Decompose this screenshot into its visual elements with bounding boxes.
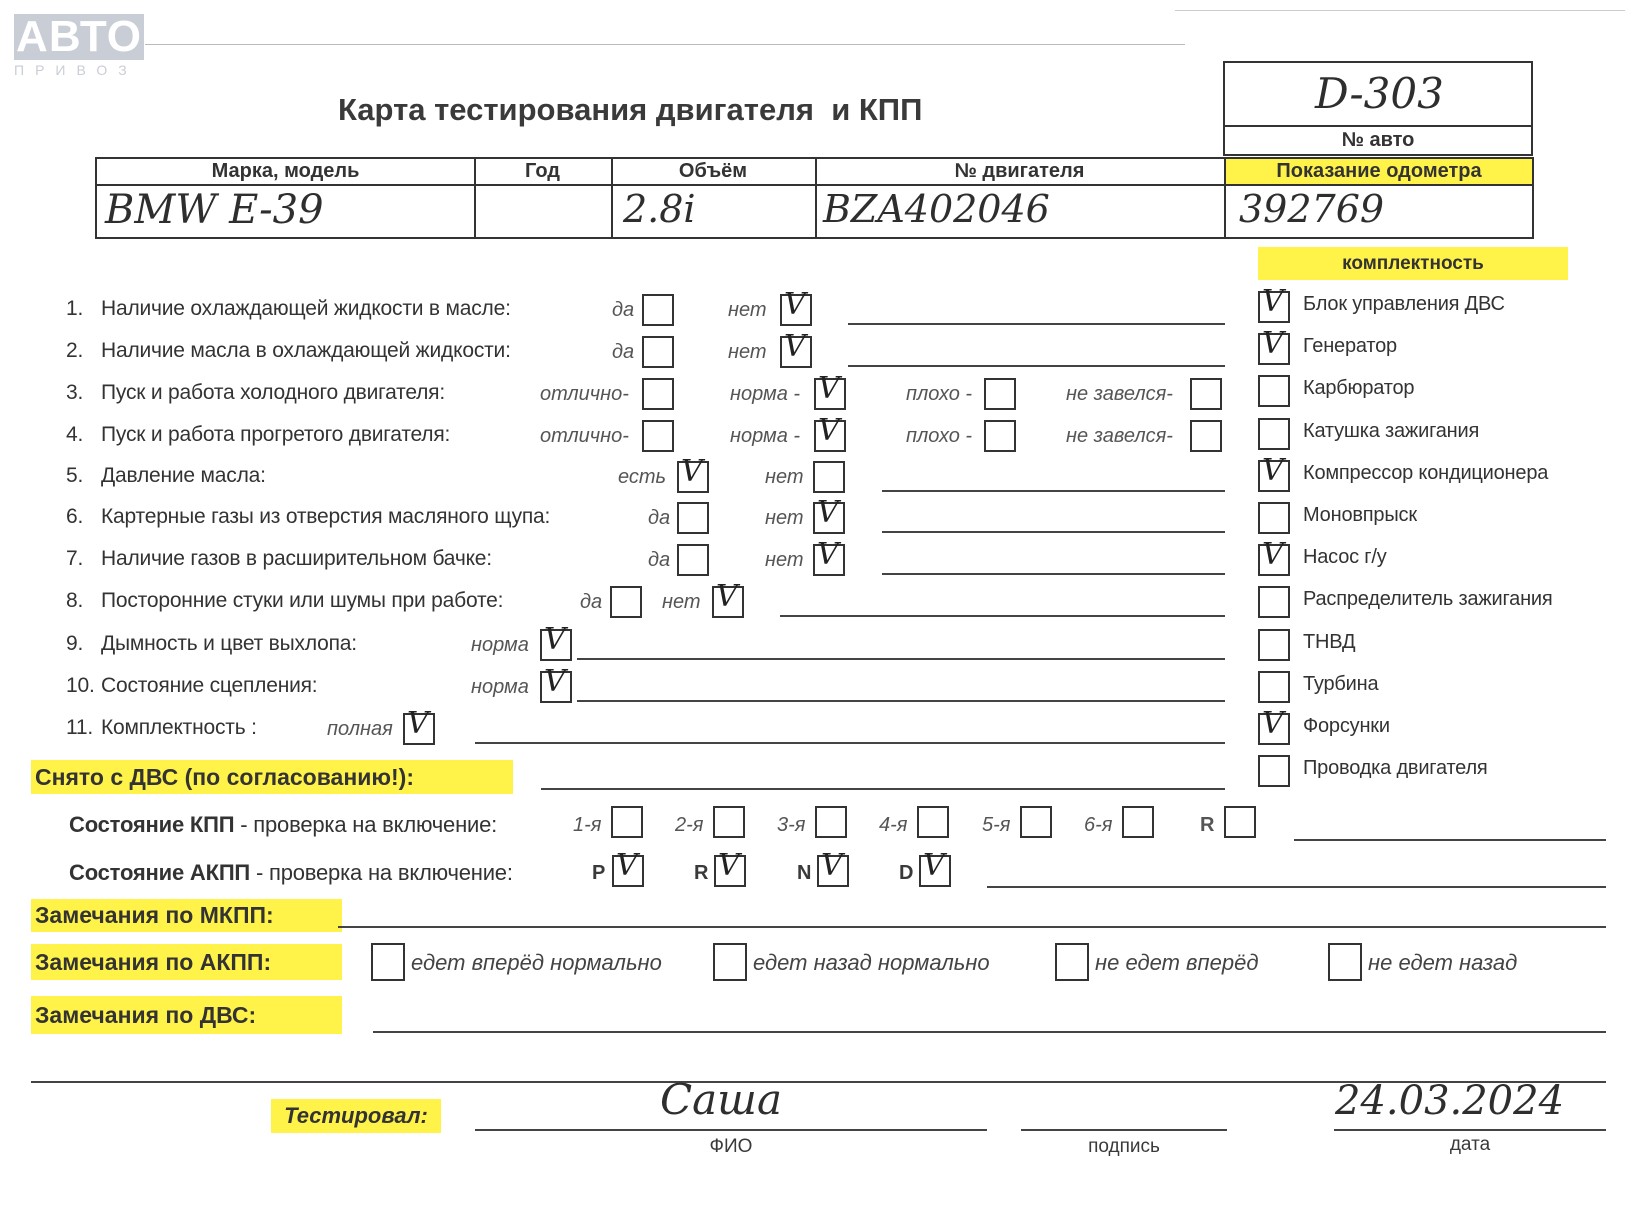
option-label: отлично- — [540, 425, 629, 447]
row-question: Пуск и работа холодного двигателя: — [101, 381, 445, 404]
option-label: нет — [728, 341, 767, 363]
check-mark: V — [681, 454, 703, 489]
gear-label: 6-я — [1084, 814, 1113, 836]
row-number: 4. — [66, 423, 84, 446]
date-value: 24.03.2024 — [1335, 1078, 1565, 1124]
akpp-remark-label: не едет назад — [1368, 950, 1518, 975]
check-mark: V — [817, 537, 839, 572]
tested-label: Тестировал: — [271, 1099, 441, 1133]
completeness-item: ТНВД — [1303, 630, 1356, 653]
logo-sub: ПРИВОЗ — [14, 62, 138, 78]
row-question: Давление масла: — [101, 464, 266, 487]
gear-label: 1-я — [573, 814, 602, 836]
completeness-item: Катушка зажигания — [1303, 419, 1480, 442]
completeness-item: Форсунки — [1303, 715, 1390, 737]
car-number-label: № авто — [1341, 129, 1415, 151]
check-mark: V — [821, 848, 843, 883]
gear-label: P — [592, 862, 606, 884]
col-year: Год — [525, 160, 560, 182]
option-label: полная — [327, 718, 393, 740]
akpp-label: Состояние АКПП - проверка на включение: — [69, 860, 513, 885]
row-number: 8. — [66, 589, 84, 612]
header-table — [95, 157, 1534, 239]
check-mark: V — [1262, 537, 1284, 573]
check-mark: V — [923, 848, 945, 883]
gear-label: D — [899, 862, 914, 884]
option-label: не завелся- — [1066, 425, 1173, 447]
kpp-label: Состояние КПП - проверка на включение: — [69, 812, 498, 837]
option-label: отлично- — [540, 383, 629, 405]
completeness-item: Проводка двигателя — [1303, 757, 1488, 780]
logo-brand: АВТО — [14, 14, 144, 60]
check-mark: V — [784, 329, 806, 364]
row-question: Наличие охлаждающей жидкости в масле: — [101, 297, 511, 320]
option-label: нет — [728, 299, 767, 321]
completeness-checkbox[interactable] — [1258, 502, 1290, 534]
option-label: да — [612, 299, 635, 321]
check-mark: V — [1262, 452, 1284, 488]
completeness-checkbox[interactable] — [1258, 375, 1290, 407]
col-engine-number: № двигателя — [954, 160, 1085, 182]
option-label: нет — [765, 507, 804, 529]
row-question: Пуск и работа прогретого двигателя: — [101, 423, 451, 446]
check-mark: V — [616, 848, 638, 883]
akpp-remark-checkbox[interactable] — [1055, 943, 1089, 981]
gear-label: 2-я — [675, 814, 704, 836]
completeness-checkbox[interactable] — [1258, 418, 1290, 450]
check-mark: V — [544, 622, 566, 657]
col-volume: Объём — [678, 160, 748, 182]
option-label: норма — [471, 634, 529, 656]
completeness-item: Блок управления ДВС — [1303, 293, 1505, 315]
removed-label: Снято с ДВС (по согласованию!): — [31, 760, 513, 794]
option-checkbox[interactable] — [677, 502, 709, 534]
gear-checkbox[interactable] — [815, 806, 847, 838]
check-mark: V — [544, 664, 566, 699]
option-label: да — [648, 549, 671, 571]
akpp-remark-checkbox[interactable] — [1328, 943, 1362, 981]
row-number: 3. — [66, 381, 84, 404]
completeness-item: Карбюратор — [1303, 377, 1415, 400]
option-label: да — [648, 507, 671, 529]
completeness-item: Компрессор кондиционера — [1303, 461, 1549, 484]
option-checkbox[interactable] — [610, 586, 642, 618]
col-odometer: Показание одометра — [1276, 160, 1482, 182]
row-number: 10. — [66, 674, 95, 697]
akpp-remark-checkbox[interactable] — [713, 943, 747, 981]
completeness-item: Распределитель зажигания — [1303, 588, 1553, 611]
option-label: да — [612, 341, 635, 363]
page-title: Карта тестирования двигателя и КПП — [338, 92, 923, 127]
row-number: 7. — [66, 547, 84, 570]
col-make-model: Марка, модель — [211, 160, 360, 182]
row-number: 2. — [66, 339, 84, 362]
row-number: 5. — [66, 464, 84, 487]
row-number: 6. — [66, 505, 84, 528]
completeness-item: Генератор — [1303, 335, 1397, 358]
logo — [14, 14, 149, 84]
option-checkbox[interactable] — [642, 336, 674, 368]
row-question: Состояние сцепления: — [101, 674, 318, 697]
akpp-remark-label: едет вперёд нормально — [411, 950, 662, 975]
fio-label: ФИО — [709, 1136, 753, 1157]
option-label: плохо - — [906, 383, 973, 405]
remarks-akpp-label: Замечания по АКПП: — [31, 944, 342, 980]
gear-checkbox[interactable] — [713, 806, 745, 838]
completeness-checkbox[interactable] — [1258, 671, 1290, 703]
option-label: нет — [662, 591, 701, 613]
completeness-checkbox[interactable] — [1258, 586, 1290, 618]
check-mark: V — [716, 579, 738, 614]
gear-label: N — [797, 862, 812, 884]
remarks-dvs-label: Замечания по ДВС: — [31, 996, 342, 1034]
option-checkbox[interactable] — [1190, 378, 1222, 410]
date-label: дата — [1449, 1134, 1491, 1155]
check-mark: V — [407, 706, 429, 741]
option-label: да — [580, 591, 603, 613]
row-question: Комплектность : — [101, 716, 257, 739]
check-mark: V — [818, 413, 840, 448]
check-mark: V — [1262, 284, 1284, 319]
option-checkbox[interactable] — [984, 420, 1016, 452]
car-number-value: D-303 — [1315, 69, 1444, 118]
car-number-box — [1223, 61, 1533, 156]
option-checkbox[interactable] — [677, 544, 709, 576]
completeness-item: Моновпрыск — [1303, 504, 1417, 526]
row-question: Посторонние стуки или шумы при работе: — [101, 589, 504, 612]
remarks-mkpp-label: Замечания по МКПП: — [31, 899, 342, 932]
row-question: Наличие газов в расширительном бачке: — [101, 547, 492, 570]
row-number: 1. — [66, 297, 84, 320]
signature-label: подпись — [1088, 1136, 1160, 1157]
row-question: Картерные газы из отверстия масляного щупа: — [101, 505, 551, 528]
completeness-checkbox[interactable] — [1258, 629, 1290, 661]
option-checkbox[interactable] — [642, 294, 674, 326]
row-question: Дымность и цвет выхлопа: — [101, 632, 357, 655]
option-label: есть — [618, 466, 667, 488]
option-checkbox[interactable] — [642, 378, 674, 410]
gear-label: R — [694, 862, 709, 884]
gear-label: 5-я — [982, 814, 1011, 836]
value-engine-number: BZA402046 — [823, 187, 1050, 231]
completeness-item: Насос г/у — [1303, 546, 1387, 569]
check-mark: V — [1262, 326, 1284, 362]
akpp-remark-label: едет назад нормально — [753, 950, 990, 975]
check-mark: V — [817, 495, 839, 530]
akpp-remark-checkbox[interactable] — [371, 943, 405, 981]
option-label: не завелся- — [1066, 383, 1173, 405]
option-label: норма - — [730, 425, 801, 447]
gear-label: 4-я — [879, 814, 908, 836]
check-mark: V — [718, 848, 740, 883]
gear-label: 3-я — [777, 814, 806, 836]
value-volume: 2.8i — [623, 187, 696, 231]
gear-checkbox[interactable] — [1020, 806, 1052, 838]
completeness-checkbox[interactable] — [1258, 755, 1290, 787]
gear-checkbox[interactable] — [1122, 806, 1154, 838]
row-question: Наличие масла в охлаждающей жидкости: — [101, 339, 511, 362]
gear-checkbox[interactable] — [1224, 806, 1256, 838]
check-mark: V — [1262, 706, 1284, 741]
completeness-item: Турбина — [1303, 672, 1379, 695]
value-make-model: BMW E-39 — [105, 187, 324, 233]
check-mark: V — [784, 287, 806, 322]
option-label: нет — [765, 549, 804, 571]
check-mark: V — [818, 371, 840, 406]
gear-checkbox[interactable] — [611, 806, 643, 838]
akpp-remark-label: не едет вперёд — [1095, 950, 1259, 975]
value-odometer: 392769 — [1239, 187, 1385, 231]
option-checkbox[interactable] — [1190, 420, 1222, 452]
option-label: норма - — [730, 383, 801, 405]
fio-value: Саша — [660, 1075, 783, 1124]
option-label: нет — [765, 466, 804, 488]
option-label: плохо - — [906, 425, 973, 447]
option-label: норма — [471, 676, 529, 698]
gear-label: R — [1200, 814, 1215, 836]
row-number: 11. — [66, 716, 94, 739]
completeness-title: комплектность — [1258, 247, 1568, 280]
option-checkbox[interactable] — [984, 378, 1016, 410]
option-checkbox[interactable] — [642, 420, 674, 452]
option-checkbox[interactable] — [813, 461, 845, 493]
gear-checkbox[interactable] — [917, 806, 949, 838]
row-number: 9. — [66, 632, 84, 655]
